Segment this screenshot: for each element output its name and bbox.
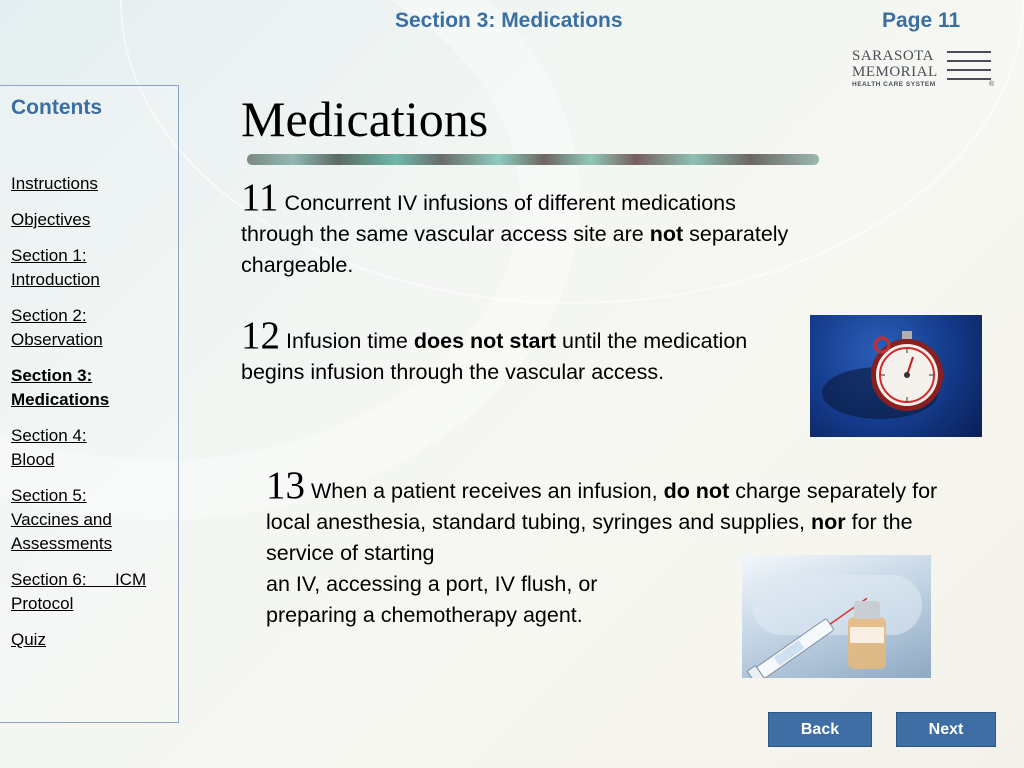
logo-line-1: SARASOTA (852, 48, 934, 64)
stopwatch-icon (810, 315, 982, 437)
item-number: 11 (241, 176, 279, 219)
stopwatch-image (810, 315, 982, 437)
item-text: When a patient receives an infusion, (310, 479, 664, 503)
item-text: charge separately for local anesthesia, standard tubing, syringes and supplies, (266, 479, 938, 534)
item-text: Concurrent IV infusions of different medications through the same vascular access site are (241, 191, 736, 246)
contents-sidebar (0, 85, 179, 723)
nav-link-objectives[interactable]: Objectives (11, 210, 91, 229)
item-text: preparing a chemotherapy agent. (266, 603, 583, 627)
nav-link-section-1[interactable] (11, 244, 176, 292)
item-text: an IV, accessing a port, IV flush, or (266, 572, 598, 596)
item-emphasis: do not (663, 479, 730, 503)
page-number: Page 11 (882, 9, 961, 32)
item-emphasis: does not start (413, 329, 557, 353)
syringe-icon (742, 555, 931, 678)
contents-title: Contents (11, 96, 102, 119)
nav-link-line: Section 6: ICM (11, 570, 147, 589)
logo-line-2: MEMORIAL (852, 64, 938, 80)
nav-link-quiz[interactable]: Quiz (11, 630, 46, 649)
logo-lines (947, 51, 991, 87)
nav-link-line: Section 1: (11, 246, 87, 265)
logo-line-3: HEALTH CARE SYSTEM (852, 81, 936, 88)
nav-link-instructions[interactable]: Instructions (11, 174, 98, 193)
header-bar (0, 0, 1024, 40)
item-text: Infusion time (285, 329, 414, 353)
item-emphasis: nor (811, 510, 846, 534)
nav-link-line: Vaccines and (11, 510, 112, 529)
nav-link-line: Introduction (11, 270, 100, 289)
nav-link-section-2[interactable] (11, 304, 176, 352)
rule-item-12 (241, 314, 801, 388)
item-text: separately chargeable. (241, 222, 789, 277)
nav-link-line: Section 3: (11, 366, 93, 385)
syringe-vial-image (742, 555, 931, 678)
sarasota-memorial-logo (852, 48, 994, 92)
nav-link-section-5[interactable] (11, 484, 176, 556)
back-button[interactable]: Back (768, 712, 872, 747)
rule-item-11 (241, 176, 801, 281)
nav-link-line: Protocol (11, 594, 74, 613)
contents-nav (11, 172, 176, 664)
item-emphasis: not (649, 222, 684, 246)
nav-link-line: Blood (11, 450, 55, 469)
item-text: for the service of starting (266, 510, 913, 565)
item-text: until the medication begins infusion through the vascular access. (241, 329, 748, 384)
nav-link-section-4[interactable] (11, 424, 176, 472)
nav-link-line: Section 5: (11, 486, 87, 505)
nav-link-line: Medications (11, 390, 110, 409)
registered-mark: ® (988, 81, 994, 88)
nav-link-line: Section 2: (11, 306, 87, 325)
next-button[interactable]: Next (896, 712, 996, 747)
nav-link-section-6[interactable] (11, 568, 176, 616)
section-title: Section 3: Medications (395, 9, 623, 32)
nav-link-section-3[interactable] (11, 364, 176, 412)
item-number: 13 (266, 464, 305, 507)
nav-link-line: Assessments (11, 534, 113, 553)
item-number: 12 (241, 314, 280, 357)
title-underline-bar (247, 154, 819, 165)
nav-link-line: Section 4: (11, 426, 87, 445)
nav-link-line: Observation (11, 330, 103, 349)
page-title: Medications (241, 91, 489, 147)
